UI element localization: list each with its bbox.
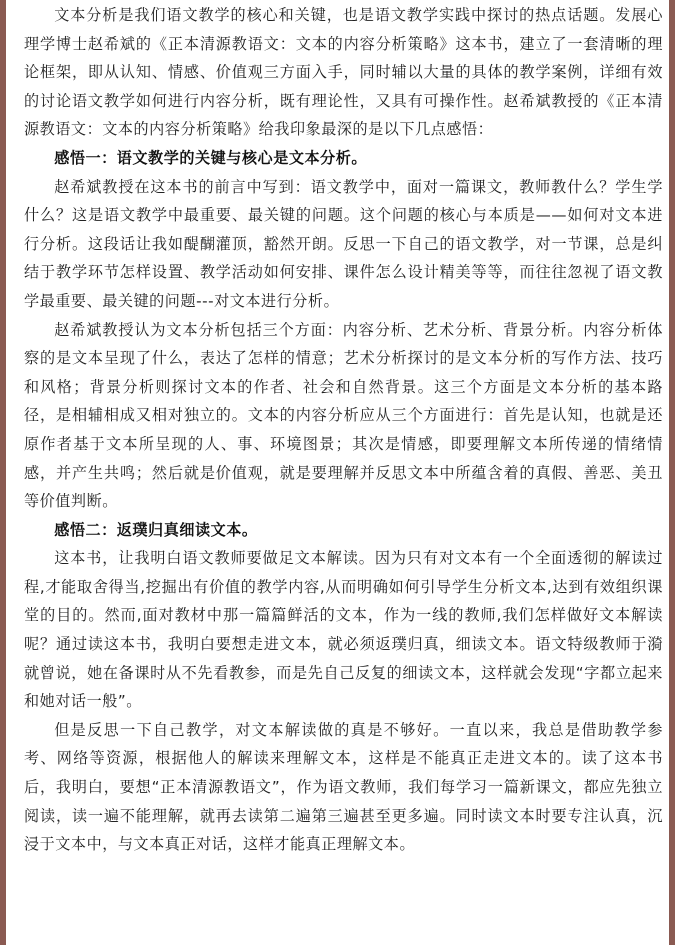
intro-paragraph: 文本分析是我们语文教学的核心和关键，也是语文教学实践中探讨的热点话题。发展心理学博士赵希斌的《正本清源教语文：文本的内容分析策略》这本书，建立了一套清晰的理论框架，即从认知、情感、价值观三方面入手，同时辅以大量的具体的教学案例，详细有效的讨论语文教学如何进行内容分析，既有理论性，又具有可操作性。赵希斌教授的《正本清源教语文：文本的内容分析策略》给我印象最深的是以下几点感悟： <box>24 6 663 139</box>
section-heading-2: 感悟二：返璞归真细读文本。 <box>54 520 258 539</box>
paragraph-1: 赵希斌教授在这本书的前言中写到：语文教学中，面对一篇课文，教师教什么？学生学什么？这是语文教学中最重要、最关键的问题。这个问题的核心与本质是——如何对文本进行分析。这段话让我如醍醐灌顶，豁然开朗。反思一下自己的语文教学，对一节课，总是纠结于教学环节怎样设置、教学活动如何安排、课件怎么设计精美等等，而往往忽视了语文教学最重要、最关键的问题---对文本进行分析。 <box>24 177 663 310</box>
section-heading-1: 感悟一：语文教学的关键与核心是文本分析。 <box>54 148 368 167</box>
article-body <box>24 0 663 945</box>
paragraph-2: 赵希斌教授认为文本分析包括三个方面：内容分析、艺术分析、背景分析。内容分析体察的是文本呈现了什么，表达了怎样的情意；艺术分析探讨的是文本分析的写作方法、技巧和风格；背景分析则探讨文本的作者、社会和自然背景。这三个方面是文本分析的基本路径，是相辅相成又相对独立的。文本的内容分析应从三个方面进行：首先是认知，也就是还原作者基于文本所呈现的人、事、环境图景；其次是情感，即要理解文本所传递的情绪情感，并产生共鸣；然后就是价值观，就是要理解并反思文本中所蕴含着的真假、善恶、美丑等价值判断。 <box>24 320 663 511</box>
paragraph-4: 但是反思一下自己教学，对文本解读做的真是不够好。一直以来，我总是借助教学参考、网络等资源，根据他人的解读来理解文本，这样是不能真正走进文本的。读了这本书后，我明白，要想“正本清源教语文”，作为语文教师，我们每学习一篇新课文，都应先独立阅读，读一遍不能理解，就再去读第二遍第三遍甚至更多遍。同时读文本时要专注认真，沉浸于文本中，与文本真正对话，这样才能真正理解文本。 <box>24 720 663 854</box>
paragraph-3: 这本书，让我明白语文教师要做足文本解读。因为只有对文本有一个全面透彻的解读过程,才能取舍得当,挖掘出有价值的教学内容,从而明确如何引导学生分析文本,达到有效组织课堂的目的。然而,面对教材中那一篇篇鲜活的文本，作为一线的教师,我们怎样做好文本解读呢？通过读这本书，我明白要想走进文本，就必须返璞归真，细读文本。语文特级教师于漪就曾说，她在备课时从不先看教参，而是先自己反复的细读文本，这样就会发现“字都立起来和她对话一般”。 <box>24 549 663 711</box>
